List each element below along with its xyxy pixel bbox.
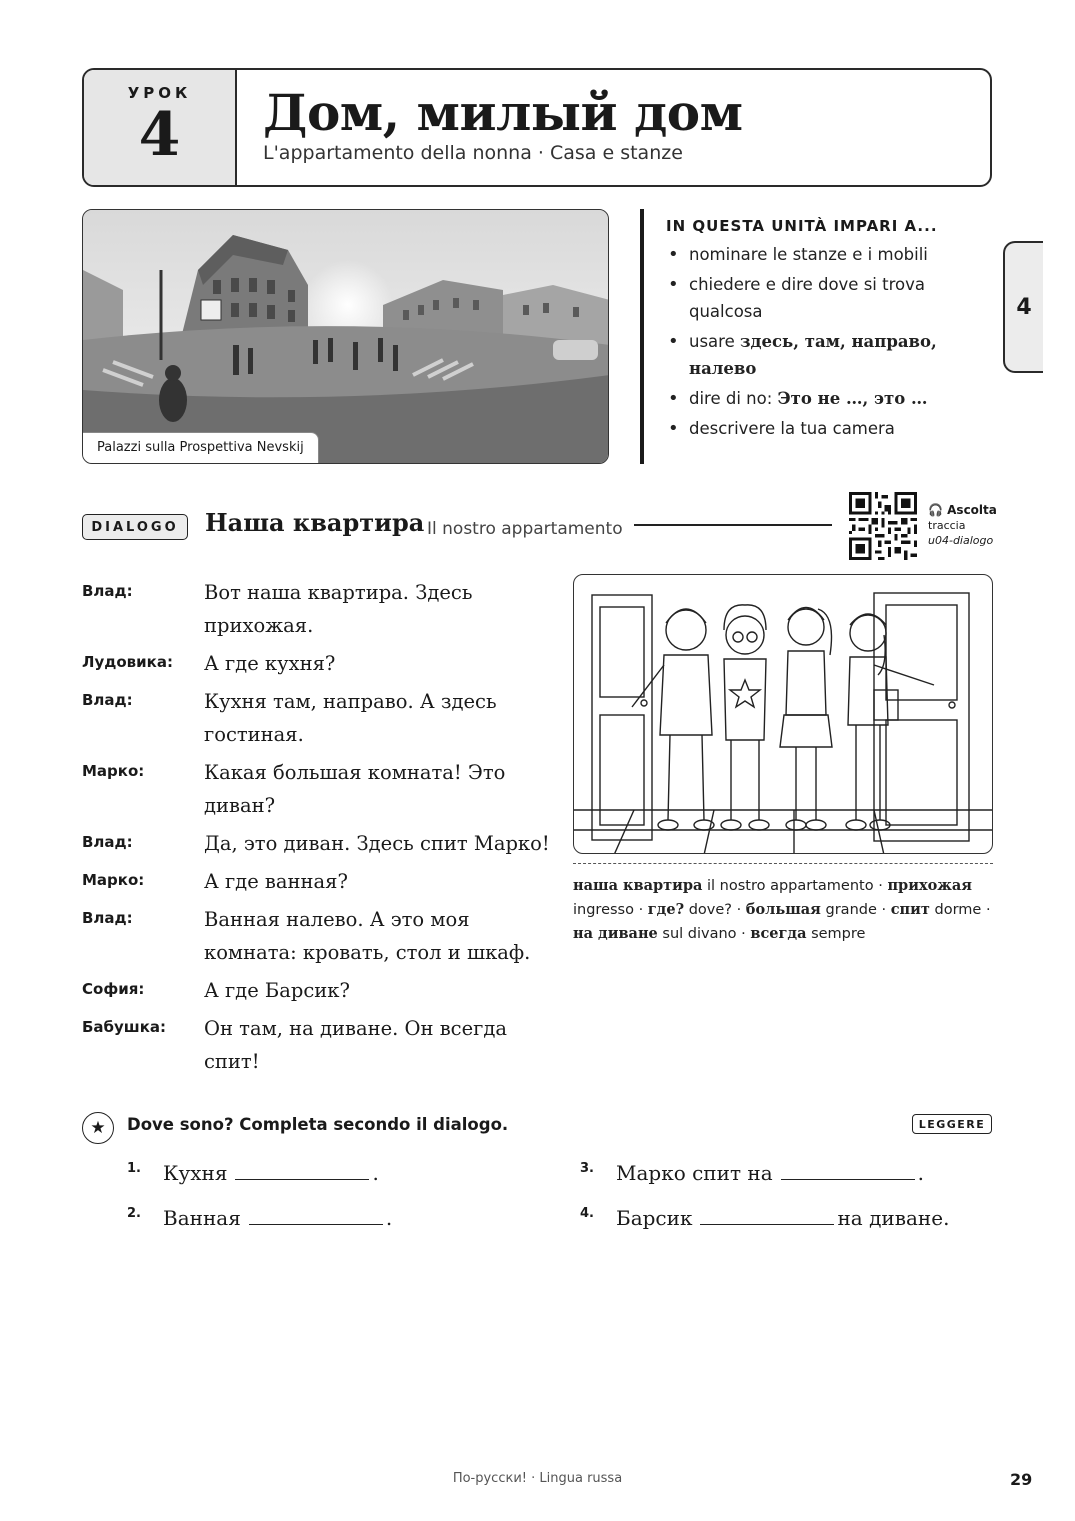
objectives-heading: IN QUESTA UNITÀ IMPARI A... <box>666 217 938 235</box>
vocab-it: sempre <box>811 926 866 942</box>
kids-illustration <box>573 574 993 854</box>
listen-info <box>928 503 997 548</box>
item-text-before: Марко спит на <box>616 1161 773 1185</box>
answer-blank[interactable] <box>781 1160 915 1180</box>
speaker: София: <box>82 980 145 998</box>
lesson-header <box>82 68 992 187</box>
dialogue-rule <box>634 524 832 526</box>
page-subtitle: L'appartamento della nonna · Casa e stanze <box>263 142 683 164</box>
item-number: 1. <box>127 1161 141 1176</box>
dialogue-line <box>82 903 552 969</box>
exercise-item <box>127 1160 379 1185</box>
exercise-instruction: Dove sono? Completa secondo il dialogo. <box>127 1115 509 1134</box>
kids-in-doorway-image <box>574 575 993 854</box>
vocab-ru: спит <box>890 901 930 918</box>
utterance: Он там, на диване. Он всегда спит! <box>204 1017 507 1073</box>
item-number: 3. <box>580 1161 594 1176</box>
vocab-ru: где? <box>647 901 685 918</box>
vocab-it: il nostro appartamento <box>707 878 874 894</box>
side-tab-unit[interactable]: 4 <box>1003 241 1043 373</box>
utterance: Вот наша квартира. Здесь прихожая. <box>204 581 473 637</box>
dialogue-subtitle: Il nostro appartamento <box>427 519 623 539</box>
item-text-before: Кухня <box>163 1161 228 1185</box>
lesson-word: УРОК <box>127 84 192 102</box>
vocab-box: наша квартира il nostro appartamento · прихожая ingresso · где? dove? · большая grande · спит dorme · на диване sul divano · всегда sempre <box>573 877 991 942</box>
objective-item: • nominare le stanze e i mobili <box>666 241 990 268</box>
street-photo-image <box>83 210 609 464</box>
item-text-after: на диване. <box>837 1206 950 1230</box>
listen-title: 🎧 Ascolta <box>928 503 997 517</box>
vocab-it: dove? <box>688 902 732 918</box>
listen-track: u04-dialogo <box>928 534 994 547</box>
dialogue-title: Наша квартира <box>205 508 425 537</box>
utterance: Кухня там, направо. А здесь гостиная. <box>204 690 497 746</box>
vocab-it: ingresso <box>573 902 634 918</box>
vocab-it: grande <box>825 902 877 918</box>
item-text-after: . <box>917 1161 924 1185</box>
exercise-tag: LEGGERE <box>912 1114 992 1134</box>
answer-blank[interactable] <box>249 1205 383 1225</box>
dialogue-line <box>82 827 552 860</box>
vocab-ru: большая <box>745 901 821 918</box>
vocab-ru: на диване <box>573 925 658 942</box>
item-text-after: . <box>372 1161 379 1185</box>
exercise-item <box>580 1160 924 1185</box>
dialogue-line <box>82 974 552 1007</box>
star-icon: ★ <box>82 1112 114 1144</box>
utterance: Да, это диван. Здесь спит Марко! <box>204 832 550 855</box>
objective-item: • usare здесь, там, направо, налево <box>666 328 990 382</box>
utterance: Ванная налево. А это моя комната: кровать, стол и шкаф. <box>204 908 531 964</box>
dialogue-line <box>82 756 552 822</box>
page-title: Дом, милый дом <box>263 83 743 142</box>
utterance: Какая большая комната! Это диван? <box>204 761 506 817</box>
speaker: Бабушка: <box>82 1018 167 1036</box>
speaker: Влад: <box>82 833 133 851</box>
dialogue-line <box>82 576 552 642</box>
listen-label: traccia <box>928 519 966 532</box>
vocab-ru: всегда <box>750 925 807 942</box>
vocab-it: dorme <box>934 902 982 918</box>
utterance: А где кухня? <box>204 652 336 675</box>
objective-item: • chiedere e dire dove si trova qualcosa <box>666 271 990 325</box>
utterance: А где Барсик? <box>204 979 350 1002</box>
item-text-before: Ванная <box>163 1206 241 1230</box>
dialogue-line <box>82 1012 552 1078</box>
exercise-item <box>127 1205 392 1230</box>
headphones-icon: 🎧 <box>928 503 943 517</box>
vocab-it: sul divano <box>662 926 737 942</box>
objectives-box <box>640 209 990 464</box>
speaker: Влад: <box>82 909 133 927</box>
speaker: Марко: <box>82 871 145 889</box>
street-photo <box>82 209 609 464</box>
dialogue-line <box>82 647 552 680</box>
dialogue-lines <box>82 576 552 1083</box>
utterance: А где ванная? <box>204 870 348 893</box>
speaker: Марко: <box>82 762 145 780</box>
objective-item: • dire di no: Это не …, это … <box>666 385 990 412</box>
answer-blank[interactable] <box>700 1205 834 1225</box>
photo-caption: Palazzi sulla Prospettiva Nevskij <box>83 432 319 463</box>
dialogue-line <box>82 865 552 898</box>
exercise-item <box>580 1205 949 1230</box>
qr-code-icon[interactable] <box>849 492 917 560</box>
speaker: Лудовика: <box>82 653 173 671</box>
answer-blank[interactable] <box>235 1160 369 1180</box>
speaker: Влад: <box>82 691 133 709</box>
lesson-number: 4 <box>138 100 181 170</box>
item-text-before: Барсик <box>616 1206 693 1230</box>
lesson-number-box <box>84 70 237 185</box>
speaker: Влад: <box>82 582 133 600</box>
objective-item: • descrivere la tua camera <box>666 415 990 442</box>
dialogue-tag: DIALOGO <box>82 514 188 540</box>
dialogue-line <box>82 685 552 751</box>
footer-text: По-русски! · Lingua russa <box>452 1471 623 1486</box>
dashed-divider <box>573 863 993 864</box>
item-text-after: . <box>385 1206 393 1230</box>
item-number: 4. <box>580 1206 594 1221</box>
title-area <box>237 70 743 185</box>
objectives-list <box>666 241 990 442</box>
item-number: 2. <box>127 1206 141 1221</box>
vocab-ru: прихожая <box>887 877 973 894</box>
page-number: 29 <box>1010 1470 1033 1489</box>
vocab-ru: наша квартира <box>573 877 703 894</box>
